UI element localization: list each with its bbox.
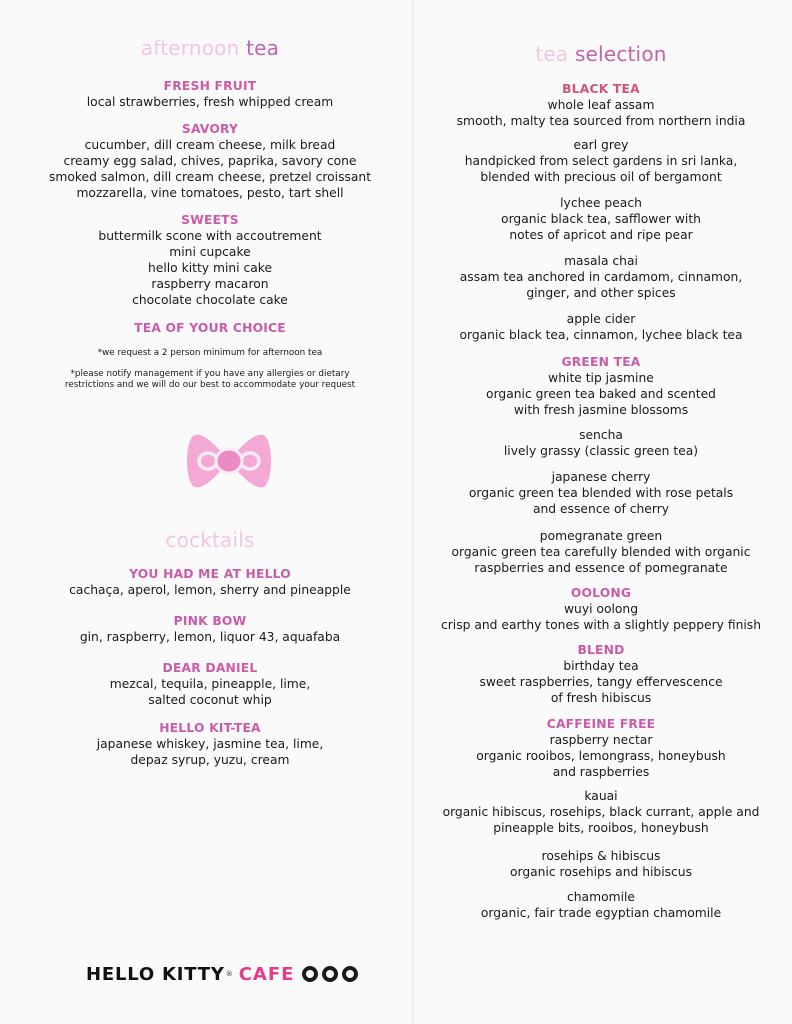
note-line: *please notify management if you have any allergies or dietary — [70, 369, 350, 379]
tea-description: sweet raspberries, tangy effervescence — [479, 675, 723, 689]
tea-name: whole leaf assam — [547, 98, 655, 112]
tea-name: raspberry nectar — [549, 733, 653, 747]
tea-description: smooth, malty tea sourced from northern india — [456, 114, 746, 128]
tea-name: japanese cherry — [551, 470, 651, 484]
tea-name: chamomile — [567, 890, 635, 904]
menu-line: japanese whiskey, jasmine tea, lime, — [96, 737, 324, 751]
note-line: restrictions and we will do our best to accommodate your request — [64, 380, 356, 390]
cocktail-item — [40, 613, 380, 645]
donut-icon — [302, 966, 318, 982]
tea-description: organic green tea carefully blended with organic — [451, 545, 751, 559]
cocktails-heading: cocktails — [165, 528, 255, 552]
section-sweets — [40, 212, 380, 308]
tea-description: organic black tea, cinnamon, lychee black tea — [459, 328, 743, 342]
tea-name: kauai — [584, 789, 618, 803]
tea-name: masala chai — [564, 254, 638, 268]
tea-item — [440, 427, 762, 459]
cocktail-name: DEAR DANIEL — [162, 661, 258, 675]
tea-item — [440, 195, 762, 243]
tea-name: earl grey — [573, 138, 629, 152]
menu-line: smoked salmon, dill cream cheese, pretzel croissant — [48, 170, 372, 184]
tea-name: wuyi oolong — [563, 602, 639, 616]
tea-item — [440, 788, 762, 836]
menu-line: cachaça, aperol, lemon, sherry and pineapple — [69, 583, 351, 597]
tea-description: pineapple bits, rooibos, honeybush — [493, 821, 709, 835]
menu-line: cucumber, dill cream cheese, milk bread — [84, 138, 336, 152]
tea-item — [440, 137, 762, 185]
section-tea-of-your-choice — [40, 320, 380, 336]
cocktail-item — [40, 720, 380, 768]
category-title: TEA OF YOUR CHOICE — [134, 321, 286, 335]
section-fresh-fruit — [40, 78, 380, 110]
menu-line: gin, raspberry, lemon, liquor 43, aquafaba — [79, 630, 341, 644]
tea-description: blended with precious oil of bergamont — [480, 170, 722, 184]
menu-line: depaz syrup, yuzu, cream — [130, 753, 290, 767]
tea-description: organic green tea baked and scented — [486, 387, 716, 401]
tea-name: sencha — [579, 428, 623, 442]
category-title: OOLONG — [570, 586, 632, 600]
tea-name: pomegranate green — [539, 529, 663, 543]
tea-description: organic hibiscus, rosehips, black currant, apple and — [442, 805, 760, 819]
tea-item — [440, 311, 762, 343]
cocktail-name: YOU HAD ME AT HELLO — [129, 567, 291, 581]
tea-description: lively grassy (classic green tea) — [503, 444, 699, 458]
tea-name: apple cider — [566, 312, 636, 326]
cocktail-item — [40, 566, 380, 598]
tea-description: organic rooibos, lemongrass, honeybush — [476, 749, 726, 763]
menu-line: mozzarella, vine tomatoes, pesto, tart shell — [76, 186, 344, 200]
hello-kitty-cafe-logo: HELLO KITTY ® CAFE — [86, 961, 358, 987]
notes — [40, 348, 380, 359]
tea-item — [440, 716, 762, 780]
menu-line: mezcal, tequila, pineapple, lime, — [109, 677, 311, 691]
tea-item — [440, 354, 762, 418]
cup-icon — [322, 966, 338, 982]
tea-item — [440, 469, 762, 517]
category-title: SAVORY — [181, 122, 239, 136]
tea-description: organic rosehips and hibiscus — [509, 865, 693, 879]
tea-description: and raspberries — [552, 765, 650, 779]
menu-line: hello kitty mini cake — [147, 261, 273, 275]
category-title: GREEN TEA — [561, 355, 641, 369]
afternoon-tea-heading: afternoon tea — [140, 36, 280, 60]
tea-description: handpicked from select gardens in sri lanka, — [464, 154, 738, 168]
tea-name: birthday tea — [563, 659, 639, 673]
tea-description: with fresh jasmine blossoms — [513, 403, 689, 417]
section-savory — [40, 121, 380, 201]
category-title: SWEETS — [181, 213, 239, 227]
menu-line: local strawberries, fresh whipped cream — [86, 95, 334, 109]
tea-name: white tip jasmine — [548, 371, 654, 385]
tea-item — [440, 848, 762, 880]
tea-item — [440, 642, 762, 706]
menu-line: creamy egg salad, chives, paprika, savory cone — [63, 154, 357, 168]
tea-description: organic green tea blended with rose petals — [468, 486, 734, 500]
tea-name: rosehips & hibiscus — [541, 849, 661, 863]
tea-description: organic, fair trade egyptian chamomile — [480, 906, 722, 920]
tea-description: raspberries and essence of pomegranate — [474, 561, 728, 575]
menu-line: salted coconut whip — [148, 693, 272, 707]
tea-description: crisp and earthy tones with a slightly peppery finish — [440, 618, 762, 632]
category-title: CAFFEINE FREE — [546, 717, 656, 731]
tea-description: organic black tea, safflower with — [501, 212, 701, 226]
menu-line: buttermilk scone with accoutrement — [98, 229, 322, 243]
tea-selection-heading: tea selection — [535, 42, 667, 66]
menu-line: mini cupcake — [169, 245, 251, 259]
tea-description: and essence of cherry — [532, 502, 670, 516]
category-title: BLEND — [577, 643, 625, 657]
category-title: BLACK TEA — [562, 82, 640, 96]
tea-name: lychee peach — [560, 196, 642, 210]
menu-line: chocolate chocolate cake — [132, 293, 288, 307]
note-line: *we request a 2 person minimum for afternoon tea — [97, 348, 323, 358]
tea-description: ginger, and other spices — [526, 286, 676, 300]
tea-item — [440, 81, 762, 129]
pink-bow-icon — [186, 428, 272, 494]
kitty-face-icon — [342, 966, 358, 982]
tea-item — [440, 528, 762, 576]
tea-item — [440, 889, 762, 921]
tea-description: of fresh hibiscus — [550, 691, 652, 705]
tea-item — [440, 253, 762, 301]
menu-line: raspberry macaron — [151, 277, 269, 291]
cocktail-name: HELLO KIT-TEA — [159, 721, 261, 735]
cocktail-name: PINK BOW — [173, 614, 247, 628]
tea-description: assam tea anchored in cardamom, cinnamon, — [459, 270, 743, 284]
tea-description: notes of apricot and ripe pear — [509, 228, 693, 242]
category-title: FRESH FRUIT — [163, 79, 257, 93]
page-fold — [412, 0, 414, 1024]
cocktail-item — [40, 660, 380, 708]
notes-allergy — [40, 369, 380, 391]
tea-item — [440, 585, 762, 633]
